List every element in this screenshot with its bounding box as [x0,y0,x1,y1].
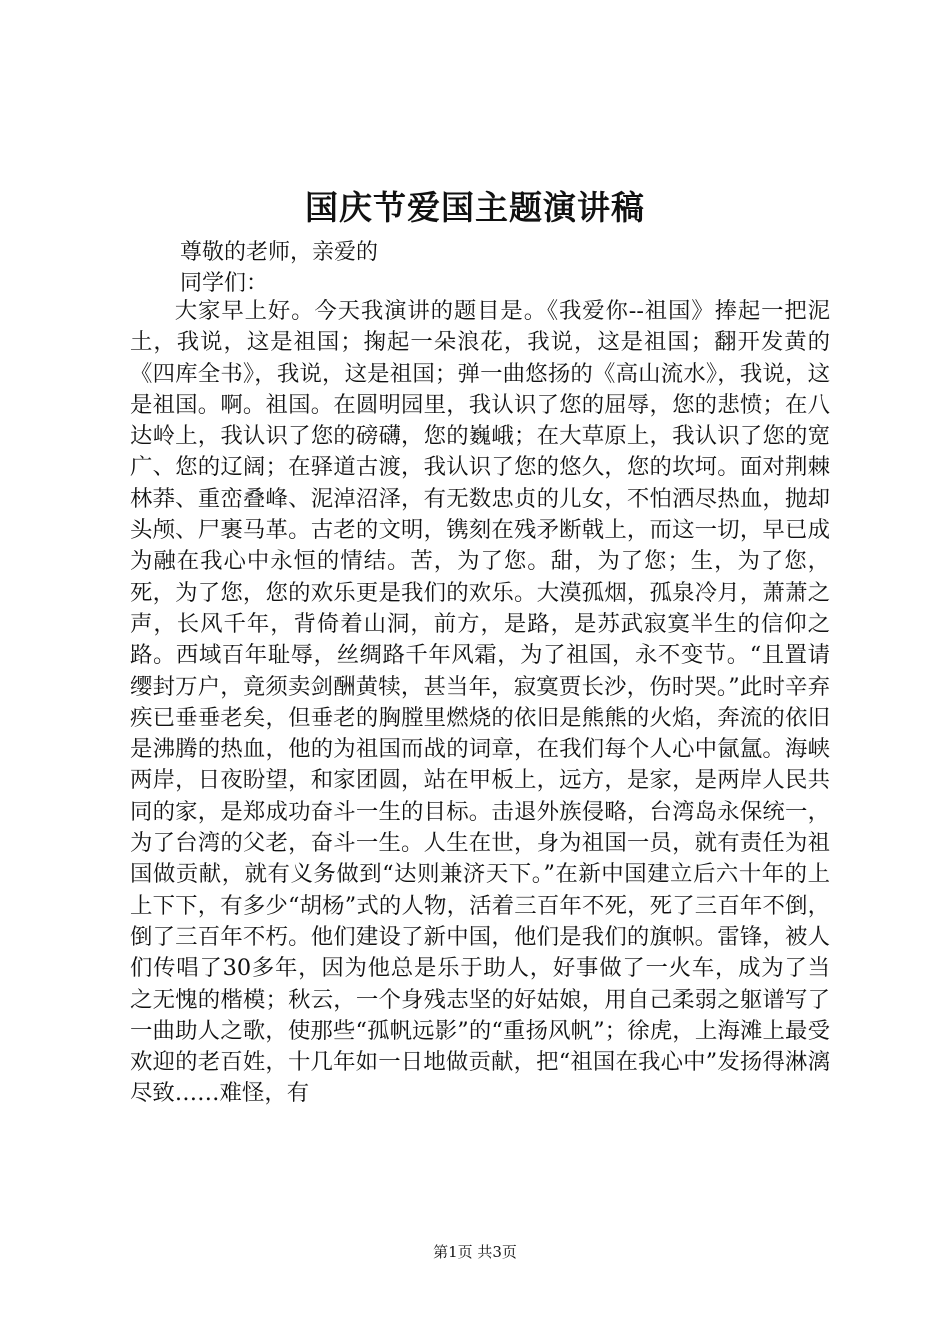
salutation-line-2: 同学们： [180,271,269,296]
document-title: 国庆节爱国主题演讲稿 [305,188,645,227]
page-footer: 第1页 共3页 [433,1243,517,1261]
salutation-line-1: 尊敬的老师，亲爱的 [180,240,379,265]
speech-body-paragraph: 大家早上好。今天我演讲的题目是。《我爱你--祖国》捧起一把泥土，我说，这是祖国；掬起一朵浪花，我说，这是祖国；翻开发黄的《四库全书》，我说，这是祖国；弹一曲悠扬的《高山流水》，我说，这是祖国。啊。祖国。在圆明园里，我认识了您的屈辱，您的悲愤；在八达岭上，我认识了您的磅礴，您的巍峨；在大草原上，我认识了您的宽广、您的辽阔；在驿道古渡，我认识了您的悠久，您的坎坷。面对荆棘林莽、重峦叠峰、泥淖沼泽，有无数忠贞的儿女，不怕洒尽热血，抛却头颅、尸裹马革。古老的文明，镌刻在残矛断戟上，而这一切，早已成为融在我心中永恒的情结。苦，为了您。甜，为了您；生，为了您，死，为了您，您的欢乐更是我们的欢乐。大漠孤烟，孤泉冷月，萧萧之声，长风千年，背倚着山洞，前方，是路，是苏武寂寞半生的信仰之路。西域百年耻辱，丝绸路千年风霜，为了祖国，永不变节。“且置请缨封万户，竟须卖剑酬黄犊，甚当年，寂寞贾长沙，伤时哭。”此时辛弃疾已垂垂老矣，但垂老的胸膛里燃烧的依旧是熊熊的火焰，奔流的依旧是沸腾的热血，他的为祖国而战的词章，在我们每个人心中氤氲。海峡两岸，日夜盼望，和家团圆，站在甲板上，远方，是家，是两岸人民共同的家，是郑成功奋斗一生的目标。击退外族侵略，台湾岛永保统一，为了台湾的父老，奋斗一生。人生在世，身为祖国一员，就有责任为祖国做贡献，就有义务做到“达则兼济天下。”在新中国建立后六十年的上上下下，有多少“胡杨”式的人物，活着三百年不死，死了三百年不倒，倒了三百年不朽。他们建设了新中国，他们是我们的旗帜。雷锋，被人们传唱了30多年，因为他总是乐于助人，好事做了一火车，成为了当之无愧的楷模；秋云，一个身残志坚的好姑娘，用自己柔弱之躯谱写了一曲助人之歌，使那些“孤帆远影”的“重扬风帆”；徐虎，上海滩上最受欢迎的老百姓，十几年如一日地做贡献，把“祖国在我心中”发扬得淋漓尽致……难怪，有 [130,298,830,1107]
